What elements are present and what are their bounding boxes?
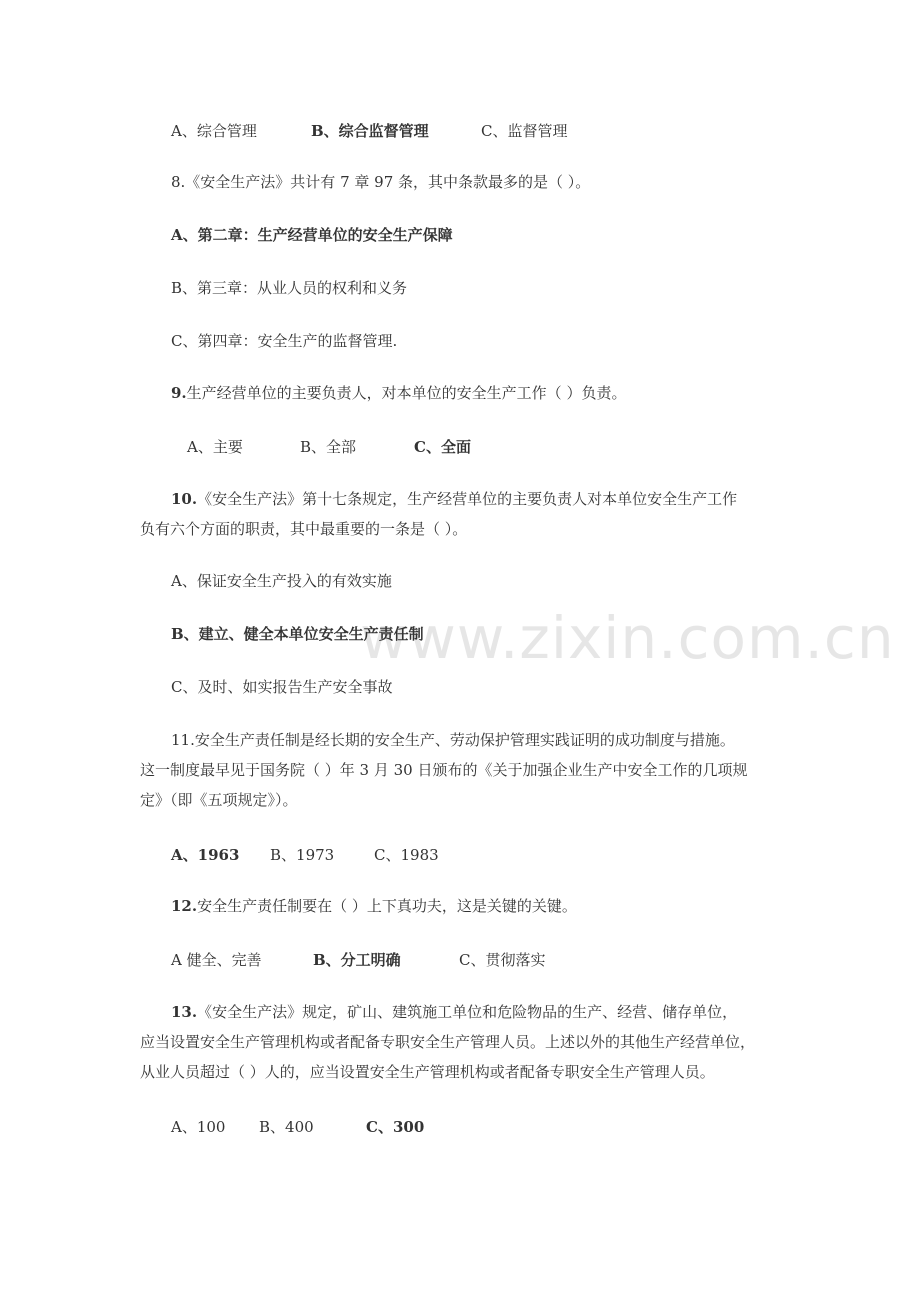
q10-number: 10. bbox=[171, 490, 198, 508]
q11-stem-line-1: 11.安全生产责任制是经长期的安全生产、劳动保护管理实践证明的成功制度与措施。 bbox=[171, 731, 735, 749]
q13-option-c: C、300 bbox=[366, 1118, 425, 1136]
q13-option-a: A、100 bbox=[171, 1118, 226, 1136]
q11-option-b: B、1973 bbox=[270, 846, 335, 864]
q7-option-c: C、监督管理 bbox=[481, 122, 568, 140]
q10-stem-line-1 bbox=[171, 489, 737, 509]
q9-stem-text: 生产经营单位的主要负责人，对本单位的安全生产工作（ ）负责。 bbox=[186, 384, 627, 402]
q12-option-c: C、贯彻落实 bbox=[459, 951, 546, 969]
q12-stem-text: 安全生产责任制要在（ ）上下真功夫，这是关键的关键。 bbox=[197, 897, 577, 915]
q13-stem-line-3: 从业人员超过（ ）人的，应当设置安全生产管理机构或者配备专职安全生产管理人员。 bbox=[140, 1063, 715, 1081]
q9-option-a: A、主要 bbox=[187, 438, 243, 456]
q8-option-c: C、第四章：安全生产的监督管理. bbox=[171, 332, 398, 350]
q12-option-a: A 健全、完善 bbox=[171, 951, 262, 969]
q9-stem bbox=[171, 383, 626, 403]
q8-stem: 8.《安全生产法》共计有 7 章 97 条，其中条款最多的是（ ）。 bbox=[171, 173, 591, 191]
q11-stem-line-2: 这一制度最早见于国务院（ ）年 3 月 30 日颁布的《关于加强企业生产中安全工作的几项规 bbox=[140, 761, 748, 779]
q10-option-c: C、及时、如实报告生产安全事故 bbox=[171, 678, 393, 696]
q9-option-c: C、全面 bbox=[414, 438, 471, 456]
q7-option-a: A、综合管理 bbox=[171, 122, 257, 140]
q13-stem-line-2: 应当设置安全生产管理机构或者配备专职安全生产管理人员。上述以外的其他生产经营单位， bbox=[140, 1033, 756, 1051]
q10-stem-text-1: 《安全生产法》第十七条规定，生产经营单位的主要负责人对本单位安全生产工作 bbox=[197, 490, 738, 508]
q9-number: 9. bbox=[171, 384, 187, 402]
q8-option-b: B、第三章：从业人员的权利和义务 bbox=[171, 279, 408, 297]
q11-option-a: A、1963 bbox=[171, 846, 240, 864]
q10-stem-line-2: 负有六个方面的职责，其中最重要的一条是（ ）。 bbox=[140, 520, 468, 538]
q13-stem-line-1 bbox=[171, 1002, 737, 1022]
q11-option-c: C、1983 bbox=[374, 846, 439, 864]
q7-option-b: B、综合监督管理 bbox=[311, 122, 429, 140]
q12-number: 12. bbox=[171, 897, 198, 915]
q13-option-b: B、400 bbox=[259, 1118, 314, 1136]
q10-option-b: B、建立、健全本单位安全生产责任制 bbox=[171, 625, 424, 643]
q13-number: 13. bbox=[171, 1003, 198, 1021]
q8-option-a: A、第二章：生产经营单位的安全生产保障 bbox=[171, 226, 453, 244]
q9-option-b: B、全部 bbox=[300, 438, 357, 456]
q13-stem-text-1: 《安全生产法》规定，矿山、建筑施工单位和危险物品的生产、经营、储存单位， bbox=[197, 1003, 738, 1021]
q12-option-b: B、分工明确 bbox=[313, 951, 401, 969]
q10-option-a: A、保证安全生产投入的有效实施 bbox=[171, 572, 392, 590]
watermark: www.zixin.com.cn bbox=[360, 604, 895, 672]
q12-stem bbox=[171, 896, 577, 916]
q11-stem-line-3: 定》（即《五项规定》）。 bbox=[140, 791, 298, 809]
